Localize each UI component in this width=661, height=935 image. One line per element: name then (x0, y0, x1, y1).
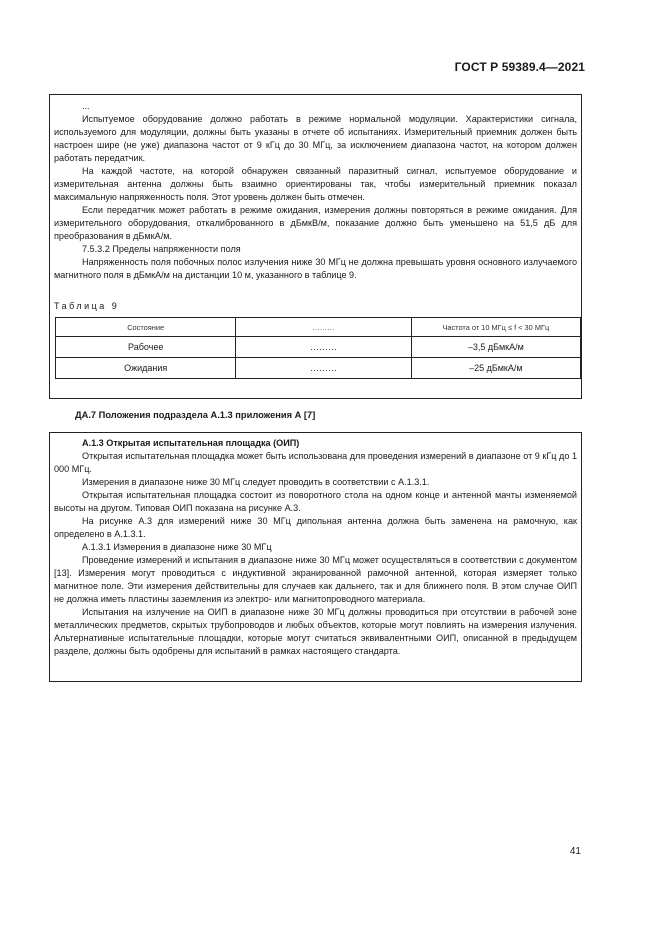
paragraph: Измерения в диапазоне ниже 30 МГц следует проводить в соответствии с А.1.3.1. (82, 477, 430, 487)
table-row (56, 337, 581, 358)
paragraph: Открытая испытательная площадка может быть использована для проведения измерений в диапазоне от 9 кГц до 1 000 МГц. (54, 451, 577, 474)
table-header-cell: Частота от 10 МГц ≤ f < 30 МГц (411, 318, 580, 337)
subclause-heading: А.1.3.1 Измерения в диапазоне ниже 30 МГц (82, 542, 272, 552)
table-header-row (56, 318, 581, 337)
table-cell: Рабочее (56, 337, 236, 358)
table-cell: ……… (236, 358, 411, 379)
section-heading: ДА.7 Положения подраздела А.1.3 приложения А [7] (75, 410, 316, 420)
paragraph: На каждой частоте, на которой обнаружен связанный паразитный сигнал, испытуемое оборудование и измерительная антенна должны быть взаимно ориентированы так, чтобы измерительный приемник показал максимальную напряженность поля. Этот уровень должен быть отмечен. (54, 166, 577, 202)
page-number: 41 (569, 846, 581, 857)
ellipsis: ... (82, 101, 90, 111)
subclause-heading: 7.5.3.2 Пределы напряженности поля (82, 244, 241, 254)
paragraph: Проведение измерений и испытания в диапазоне ниже 30 МГц может осуществляться в соответствии с документом [13]. Измерения могут проводиться с индуктивной экранированной рамочной антенной, которая измеряет только магнитное поле. Эти измерения действительны для случаев как дальнего, так и для ближнего поля. В этом случае ОИП не должна иметь пластины заземления из электро- или магнитопроводного материала. (54, 555, 577, 604)
paragraph: На рисунке А.3 для измерений ниже 30 МГц дипольная антенна должна быть заменена на рамочную, как определено в А.1.3.1. (54, 516, 577, 539)
paragraph: Напряженность поля побочных полос излучения ниже 30 МГц не должна превышать уровня основного излучаемого магнитного поля в дБмкА/м на дистанции 10 м, указанного в таблице 9. (54, 257, 577, 280)
table-cell: –3,5 дБмкА/м (411, 337, 580, 358)
paragraph: Открытая испытательная площадка состоит из поворотного стола на одном конце и антенной мачты изменяемой высоты на другом. Типовая ОИП показана на рисунке А.3. (54, 490, 577, 513)
subsection-title: А.1.3 Открытая испытательная площадка (ОИП) (82, 438, 300, 448)
table-cell: Ожидания (56, 358, 236, 379)
table-row (56, 358, 581, 379)
paragraph: Испытания на излучение на ОИП в диапазоне ниже 30 МГц должны проводиться при отсутствии в рабочей зоне металлических предметов, скрытых трубопроводов и любых объектов, которые могут повлиять на измерения излучения. Альтернативные испытательные площадки, которые могут считаться эквивалентными ОИП, описанной в предыдущем разделе, должны быть одобрены для испытаний в рамках настоящего стандарта. (54, 607, 577, 656)
quoted-block-a13 (49, 432, 582, 682)
quoted-block-clause-7 (49, 94, 582, 399)
table-cell: –25 дБмкА/м (411, 358, 580, 379)
table-cell: ……… (236, 337, 411, 358)
paragraph: Испытуемое оборудование должно работать в режиме нормальной модуляции. Характеристики сигнала, используемого для модуляции, должны быть указаны в отчете об испытаниях. Измерительный приемник должен быть настроен шире (не уже) диапазона частот от 9 кГц до 30 МГц, за исключением диапазона частот, на котором должен работать передатчик. (54, 114, 577, 163)
table-caption: Таблица 9 (54, 301, 120, 311)
paragraph: Если передатчик может работать в режиме ожидания, измерения должны повторяться в режиме ожидания. Для измерительного оборудования, откалиброванного в дБмкВ/м, показание должно быть уменьшено на 51,5 дБ для преобразования в дБмкА/м. (54, 205, 577, 241)
document-id: ГОСТ Р 59389.4—2021 (454, 60, 585, 74)
table-9 (55, 317, 581, 379)
table-header-cell: Состояние (56, 318, 236, 337)
table-header-cell: ……… (236, 318, 411, 337)
